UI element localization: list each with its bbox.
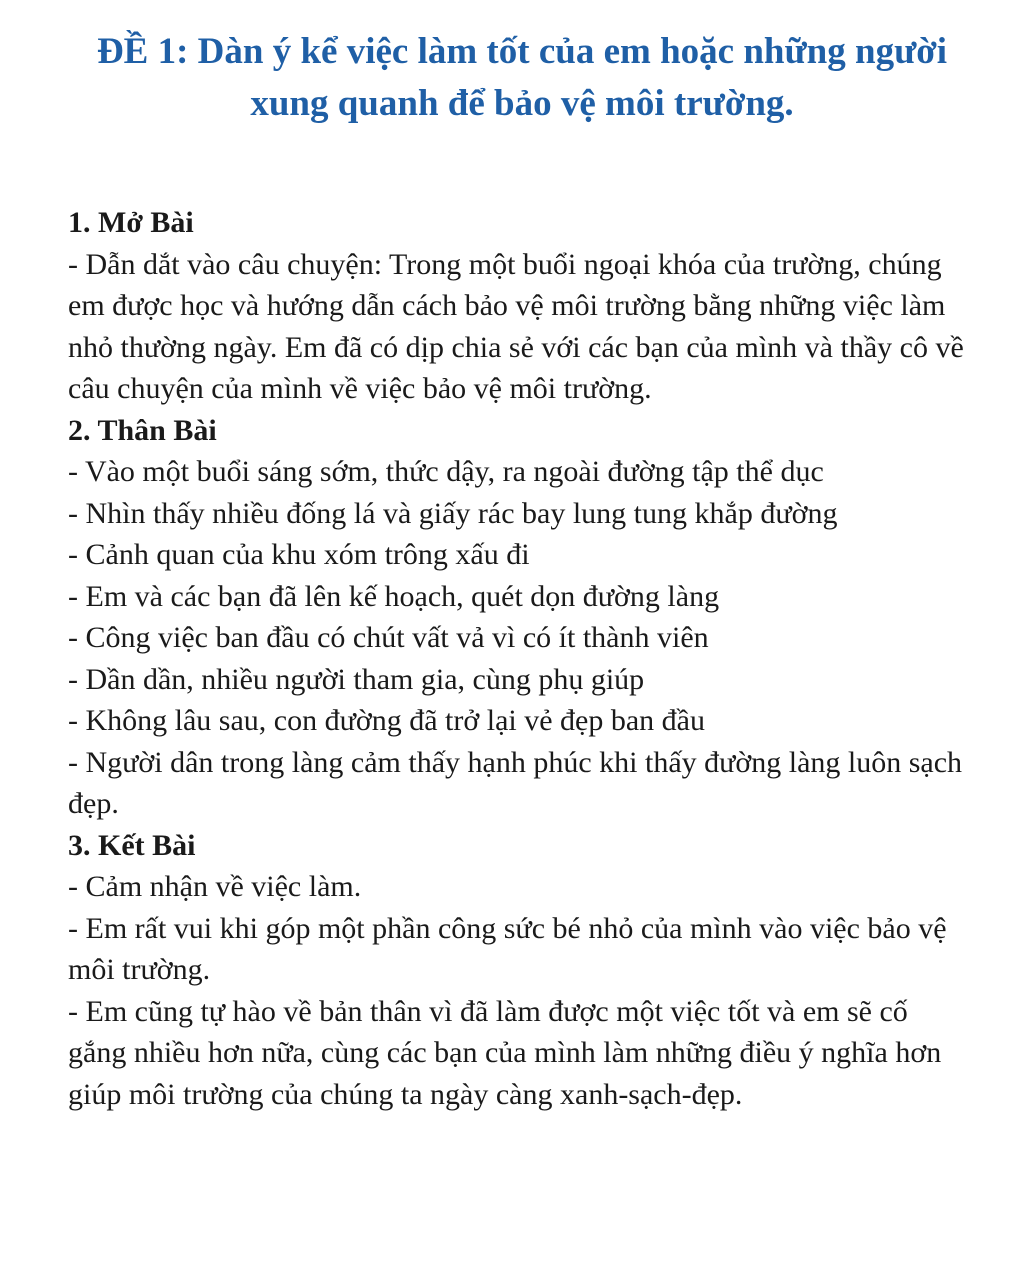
list-item: - Cảnh quan của khu xóm trông xấu đi (68, 538, 530, 571)
list-item: - Vào một buổi sáng sớm, thức dậy, ra ngoài đường tập thể dục (68, 455, 824, 488)
list-item: - Em và các bạn đã lên kế hoạch, quét dọn đường làng (68, 579, 720, 613)
list-item: - Không lâu sau, con đường đã trở lại vẻ đẹp ban đầu (68, 704, 705, 737)
section-than-bai (68, 410, 964, 825)
list-item: - Dẫn dắt vào câu chuyện: Trong một buổi ngoại khóa của trường, chúng em được học và hướng dẫn cách bảo vệ môi trường bằng những việc làm nhỏ thường ngày. Em đã có dịp chia sẻ với các bạn của mình và thầy cô về câu chuyện của mình về việc bảo vệ môi trường. (68, 247, 964, 405)
section-heading: 3. Kết Bài (68, 828, 196, 862)
list-item: - Người dân trong làng cảm thấy hạnh phúc khi thấy đường làng luôn sạch đẹp. (68, 745, 963, 820)
list-item: - Cảm nhận về việc làm. (68, 870, 362, 903)
list-item: - Dần dần, nhiều người tham gia, cùng phụ giúp (68, 662, 645, 696)
section-heading: 1. Mở Bài (68, 206, 194, 239)
list-item: - Em cũng tự hào về bản thân vì đã làm được một việc tốt và em sẽ cố gắng nhiều hơn nữa, cùng các bạn của mình làm những điều ý nghĩa hơn giúp môi trường của chúng ta ngày càng xanh-sạch-đẹp. (68, 994, 942, 1111)
list-item: - Em rất vui khi góp một phần công sức bé nhỏ của mình vào việc bảo vệ môi trường. (68, 911, 947, 986)
section-mo-bai (68, 202, 964, 410)
document-title: ĐỀ 1: Dàn ý kể việc làm tốt của em hoặc những người xung quanh để bảo vệ môi trường. (96, 31, 948, 124)
section-ket-bai (68, 825, 964, 1116)
section-heading: 2. Thân Bài (68, 413, 217, 447)
list-item: - Nhìn thấy nhiều đống lá và giấy rác bay lung tung khắp đường (68, 496, 838, 530)
list-item: - Công việc ban đầu có chút vất vả vì có ít thành viên (68, 621, 709, 654)
